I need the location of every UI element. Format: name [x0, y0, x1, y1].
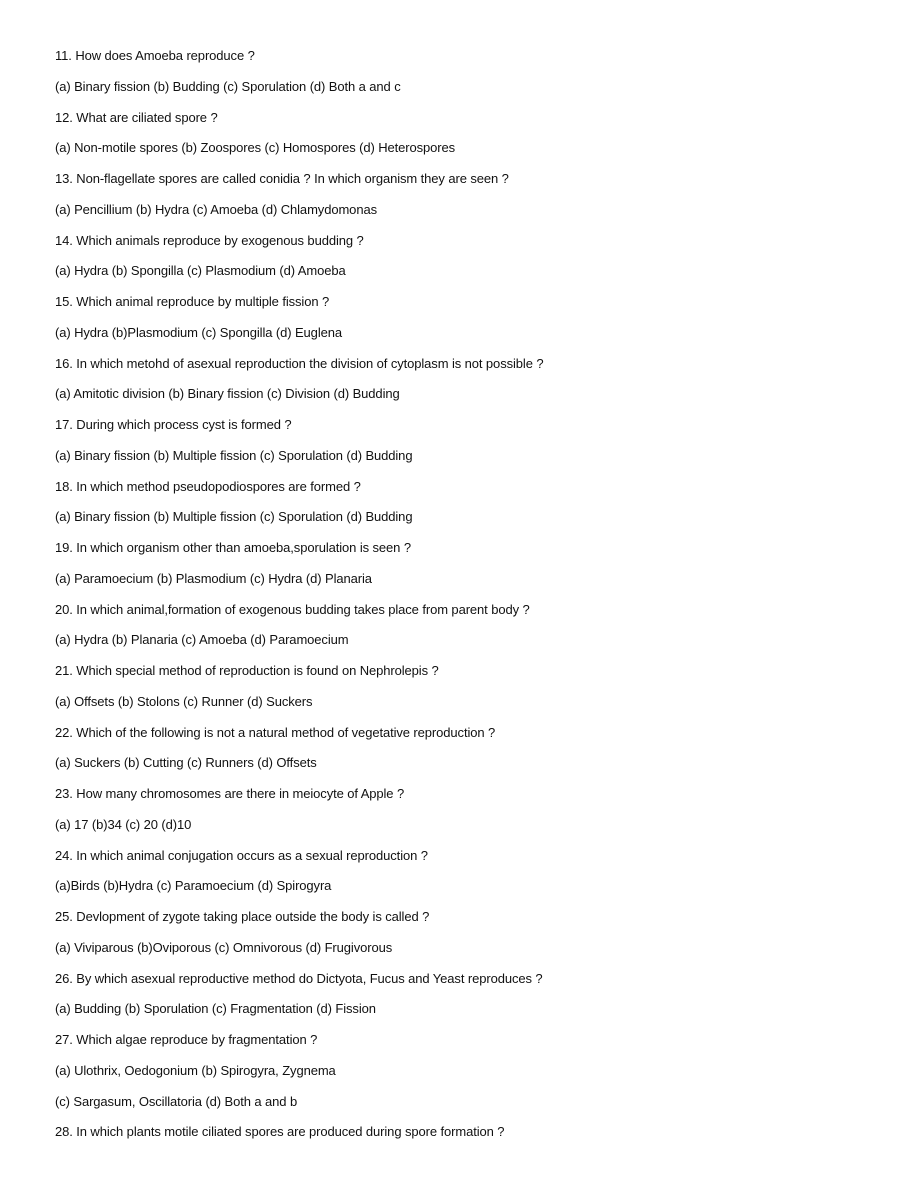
options-13: (a) Pencillium (b) Hydra (c) Amoeba (d) Chlamydomonas	[55, 201, 377, 217]
question-21: 21. Which special method of reproduction is found on Nephrolepis ?	[55, 663, 439, 678]
question-26: 26. By which asexual reproductive method do Dictyota, Fucus and Yeast reproduces ?	[55, 970, 543, 986]
options-27-part-2: (c) Sargasum, Oscillatoria (d) Both a and b	[55, 1093, 298, 1109]
question-22: 22. Which of the following is not a natural method of vegetative reproduction ?	[55, 724, 496, 740]
question-18: 18. In which method pseudopodiospores are formed ?	[55, 478, 361, 494]
options-21: (a) Offsets (b) Stolons (c) Runner (d) Suckers	[55, 693, 313, 709]
options-24: (a)Birds (b)Hydra (c) Paramoecium (d) Spirogyra	[55, 878, 332, 894]
options-14: (a) Hydra (b) Spongilla (c) Plasmodium (d) Amoeba	[55, 263, 346, 279]
document-page	[55, 47, 875, 1154]
options-19: (a) Paramoecium (b) Plasmodium (c) Hydra (d) Planaria	[55, 570, 372, 586]
question-12: 12. What are ciliated spore ?	[55, 109, 218, 125]
options-22: (a) Suckers (b) Cutting (c) Runners (d) Offsets	[55, 755, 317, 771]
question-25: 25. Devlopment of zygote taking place outside the body is called ?	[55, 909, 430, 924]
question-23: 23. How many chromosomes are there in meiocyte of Apple ?	[55, 786, 405, 801]
options-16: (a) Amitotic division (b) Binary fission (c) Division (d) Budding	[55, 386, 400, 402]
options-12: (a) Non-motile spores (b) Zoospores (c) Homospores (d) Heterospores	[55, 140, 456, 156]
question-19: 19. In which organism other than amoeba,sporulation is seen ?	[55, 540, 411, 555]
question-13: 13. Non-flagellate spores are called conidia ? In which organism they are seen ?	[55, 171, 509, 186]
options-27-part-1: (a) Ulothrix, Oedogonium (b) Spirogyra, Zygnema	[55, 1062, 336, 1078]
question-28: 28. In which plants motile ciliated spores are produced during spore formation ?	[55, 1124, 505, 1140]
options-15: (a) Hydra (b)Plasmodium (c) Spongilla (d) Euglena	[55, 324, 342, 340]
question-16: 16. In which metohd of asexual reproduction the division of cytoplasm is not possible ?	[55, 355, 544, 371]
options-25: (a) Viviparous (b)Oviporous (c) Omnivorous (d) Frugivorous	[55, 939, 393, 955]
options-26: (a) Budding (b) Sporulation (c) Fragmentation (d) Fission	[55, 1001, 376, 1017]
options-11: (a) Binary fission (b) Budding (c) Sporulation (d) Both a and c	[55, 78, 401, 94]
question-20: 20. In which animal,formation of exogenous budding takes place from parent body ?	[55, 601, 530, 617]
options-23: (a) 17 (b)34 (c) 20 (d)10	[55, 816, 192, 832]
question-27: 27. Which algae reproduce by fragmentation ?	[55, 1032, 318, 1047]
question-14: 14. Which animals reproduce by exogenous budding ?	[55, 232, 364, 248]
question-17: 17. During which process cyst is formed ?	[55, 417, 292, 432]
question-11: 11. How does Amoeba reproduce ?	[55, 48, 255, 63]
options-17: (a) Binary fission (b) Multiple fission (c) Sporulation (d) Budding	[55, 447, 413, 463]
question-15: 15. Which animal reproduce by multiple fission ?	[55, 294, 330, 309]
options-20: (a) Hydra (b) Planaria (c) Amoeba (d) Paramoecium	[55, 632, 349, 648]
options-18: (a) Binary fission (b) Multiple fission (c) Sporulation (d) Budding	[55, 509, 413, 525]
question-24: 24. In which animal conjugation occurs as a sexual reproduction ?	[55, 847, 428, 863]
